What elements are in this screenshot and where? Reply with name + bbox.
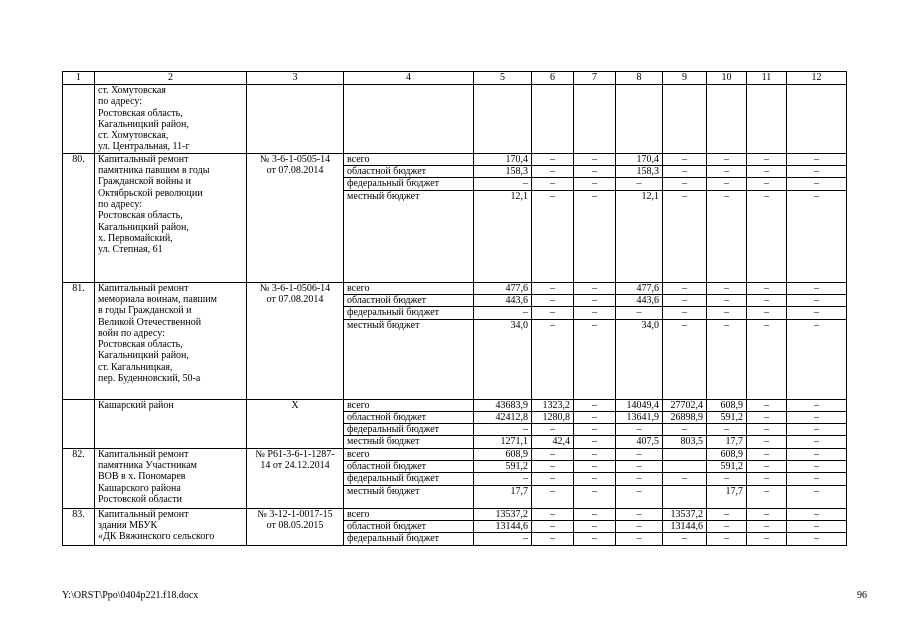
object-name: Капитальный ремонт памятника павшим в годы Гражданской войны и Октябрьской революции по адресу: Ростовская область, Кагальницкий район, х. Первомайский, ул. Степная, 61 (95, 153, 247, 282)
amount-cell: – (707, 508, 747, 520)
amount-cell: – (616, 508, 663, 520)
amount-cell: 43683,9 (474, 399, 532, 411)
amount-cell: – (574, 448, 616, 460)
funding-source-label: местный бюджет (344, 319, 474, 399)
amount-cell: – (747, 166, 787, 178)
amount-cell: – (574, 307, 616, 319)
amount-cell: – (574, 319, 616, 399)
funding-source-label: федеральный бюджет (344, 178, 474, 190)
amount-cell: – (787, 319, 847, 399)
amount-cell: – (707, 166, 747, 178)
amount-cell: – (663, 282, 707, 294)
object-name: Капитальный ремонт мемориала воинам, павшим в годы Гражданской и Великой Отечественной войн по адресу: Ростовская область, Кагальницкий район, ст. Кагальницкая, пер. Буденновский, 50-а (95, 282, 247, 399)
amount-cell: – (747, 508, 787, 520)
object-name: Капитальный ремонт памятника Участникам ВОВ в х. Пономарев Кашарского района Ростовской области (95, 448, 247, 508)
amount-cell: 170,4 (616, 153, 663, 165)
amount-cell (663, 448, 707, 460)
amount-cell: 591,2 (707, 461, 747, 473)
amount-cell: – (787, 485, 847, 508)
funding-source-label: областной бюджет (344, 166, 474, 178)
amount-cell: – (532, 520, 574, 532)
amount-cell: 26898,9 (663, 411, 707, 423)
funding-source-label: всего (344, 399, 474, 411)
amount-cell: – (747, 190, 787, 282)
funding-source-label: областной бюджет (344, 461, 474, 473)
amount-cell: – (532, 190, 574, 282)
amount-cell: – (574, 508, 616, 520)
amount-cell: 1323,2 (532, 399, 574, 411)
funding-source-label: всего (344, 153, 474, 165)
amount-cell: – (787, 399, 847, 411)
amount-cell: 591,2 (707, 411, 747, 423)
amount-cell: – (747, 520, 787, 532)
amount-cell: – (532, 485, 574, 508)
table-row (63, 448, 847, 460)
amount-cell: – (574, 424, 616, 436)
amount-cell: – (747, 399, 787, 411)
amount-cell: – (787, 411, 847, 423)
funding-source-label: местный бюджет (344, 485, 474, 508)
table-body (63, 72, 847, 546)
amount-cell: – (474, 424, 532, 436)
amount-cell: – (787, 520, 847, 532)
amount-cell: – (474, 178, 532, 190)
funding-source-label: федеральный бюджет (344, 424, 474, 436)
column-header: 8 (616, 72, 663, 85)
amount-cell: – (707, 520, 747, 532)
amount-cell: – (574, 473, 616, 485)
funding-source-label: местный бюджет (344, 436, 474, 448)
amount-cell: – (663, 307, 707, 319)
column-header: 4 (344, 72, 474, 85)
amount-cell: – (787, 282, 847, 294)
amount-cell: 13144,6 (663, 520, 707, 532)
amount-cell: – (663, 153, 707, 165)
amount-cell: – (532, 448, 574, 460)
amount-cell: 477,6 (474, 282, 532, 294)
column-header: 9 (663, 72, 707, 85)
amount-cell: – (616, 307, 663, 319)
amount-cell: 13537,2 (663, 508, 707, 520)
column-header: 12 (787, 72, 847, 85)
row-number: 83. (63, 508, 95, 545)
amount-cell: – (707, 424, 747, 436)
amount-cell: 608,9 (707, 399, 747, 411)
amount-cell: – (474, 533, 532, 545)
amount-cell: – (747, 319, 787, 399)
footer-file-path: Y:\ORST\Ppo\0404p221.f18.docx (62, 590, 199, 601)
amount-cell: – (616, 533, 663, 545)
amount-cell: – (663, 166, 707, 178)
amount-cell: – (663, 190, 707, 282)
funding-source-label: областной бюджет (344, 520, 474, 532)
amount-cell: – (616, 448, 663, 460)
amount-cell: – (574, 282, 616, 294)
amount-cell: – (707, 319, 747, 399)
amount-cell: 17,7 (707, 485, 747, 508)
amount-cell: – (532, 307, 574, 319)
funding-source-label: федеральный бюджет (344, 533, 474, 545)
amount-cell: – (574, 153, 616, 165)
amount-cell: 158,3 (474, 166, 532, 178)
funding-source-label: всего (344, 448, 474, 460)
amount-cell: 608,9 (707, 448, 747, 460)
amount-cell: 17,7 (707, 436, 747, 448)
amount-cell: 170,4 (474, 153, 532, 165)
amount-cell: 34,0 (616, 319, 663, 399)
amount-cell: 803,5 (663, 436, 707, 448)
document-number: № 3-6-1-0506-14 от 07.08.2014 (247, 282, 344, 399)
amount-cell: 1280,8 (532, 411, 574, 423)
amount-cell: – (787, 436, 847, 448)
page-number: 96 (857, 590, 867, 601)
amount-cell: – (747, 533, 787, 545)
amount-cell: – (574, 178, 616, 190)
amount-cell: – (474, 473, 532, 485)
amount-cell: 591,2 (474, 461, 532, 473)
amount-cell: – (574, 485, 616, 508)
amount-cell: 14049,4 (616, 399, 663, 411)
amount-cell: – (532, 461, 574, 473)
column-header: 5 (474, 72, 532, 85)
amount-cell: – (787, 473, 847, 485)
amount-cell: – (532, 153, 574, 165)
amount-cell: – (707, 178, 747, 190)
amount-cell: – (787, 533, 847, 545)
amount-cell: – (747, 153, 787, 165)
amount-cell: – (574, 533, 616, 545)
amount-cell (663, 485, 707, 508)
header-row (63, 72, 847, 85)
amount-cell: – (787, 178, 847, 190)
amount-cell: – (787, 508, 847, 520)
table-row (63, 153, 847, 165)
amount-cell: 42412,8 (474, 411, 532, 423)
object-name: Капитальный ремонт здания МБУК «ДК Вяжинского сельского (95, 508, 247, 545)
column-header: 6 (532, 72, 574, 85)
amount-cell: 407,5 (616, 436, 663, 448)
amount-cell: – (707, 533, 747, 545)
amount-cell: 13144,6 (474, 520, 532, 532)
table-row (63, 399, 847, 411)
continuation-row (63, 85, 847, 154)
document-number: № 3-12-1-0017-15 от 08.05.2015 (247, 508, 344, 545)
amount-cell: – (787, 294, 847, 306)
amount-cell: – (787, 424, 847, 436)
amount-cell: – (747, 294, 787, 306)
amount-cell: – (663, 178, 707, 190)
table-row (63, 282, 847, 294)
amount-cell: – (574, 294, 616, 306)
amount-cell: – (616, 178, 663, 190)
amount-cell: – (747, 461, 787, 473)
amount-cell: – (663, 533, 707, 545)
funding-source-label: местный бюджет (344, 190, 474, 282)
column-header: 2 (95, 72, 247, 85)
funding-source-label: всего (344, 508, 474, 520)
amount-cell: – (707, 294, 747, 306)
amount-cell: – (532, 282, 574, 294)
amount-cell: – (616, 485, 663, 508)
document-number: Х (247, 399, 344, 448)
row-number: 82. (63, 448, 95, 508)
funding-source-label: всего (344, 282, 474, 294)
amount-cell: – (532, 319, 574, 399)
budget-table (62, 71, 847, 546)
amount-cell: – (532, 533, 574, 545)
amount-cell: – (787, 190, 847, 282)
row-number: 81. (63, 282, 95, 399)
amount-cell: – (663, 424, 707, 436)
column-header: 3 (247, 72, 344, 85)
funding-source-label: областной бюджет (344, 411, 474, 423)
object-name: ст. Хомутовская по адресу: Ростовская область, Кагальницкий район, ст. Хомутовская, ул. Центральная, 11-г (95, 85, 247, 154)
amount-cell: – (707, 190, 747, 282)
amount-cell: 13537,2 (474, 508, 532, 520)
document-number: № 3-6-1-0505-14 от 07.08.2014 (247, 153, 344, 282)
column-header: 10 (707, 72, 747, 85)
column-header: 7 (574, 72, 616, 85)
amount-cell: – (787, 166, 847, 178)
amount-cell: – (616, 461, 663, 473)
amount-cell: – (787, 448, 847, 460)
amount-cell: 34,0 (474, 319, 532, 399)
row-number: 80. (63, 153, 95, 282)
amount-cell: 12,1 (616, 190, 663, 282)
amount-cell: 158,3 (616, 166, 663, 178)
amount-cell: – (574, 436, 616, 448)
amount-cell: – (747, 411, 787, 423)
amount-cell: – (532, 473, 574, 485)
funding-source-label: областной бюджет (344, 294, 474, 306)
amount-cell: – (532, 166, 574, 178)
amount-cell: – (747, 424, 787, 436)
amount-cell: – (747, 448, 787, 460)
amount-cell: – (707, 473, 747, 485)
amount-cell: – (616, 473, 663, 485)
row-number (63, 399, 95, 448)
amount-cell: – (574, 399, 616, 411)
amount-cell: – (574, 411, 616, 423)
amount-cell: – (574, 190, 616, 282)
amount-cell (663, 461, 707, 473)
amount-cell: 42,4 (532, 436, 574, 448)
object-name: Кашарский район (95, 399, 247, 448)
amount-cell: – (574, 461, 616, 473)
amount-cell: – (532, 178, 574, 190)
amount-cell: 1271,1 (474, 436, 532, 448)
table-row (63, 508, 847, 520)
amount-cell: – (474, 307, 532, 319)
amount-cell: – (747, 485, 787, 508)
amount-cell: – (532, 508, 574, 520)
amount-cell: – (747, 436, 787, 448)
column-header: 1 (63, 72, 95, 85)
amount-cell: – (663, 319, 707, 399)
amount-cell: – (707, 307, 747, 319)
amount-cell: – (787, 153, 847, 165)
amount-cell: – (707, 153, 747, 165)
amount-cell: 13641,9 (616, 411, 663, 423)
amount-cell: – (574, 520, 616, 532)
amount-cell: – (747, 178, 787, 190)
document-number: № Р61-3-6-1-1287- 14 от 24.12.2014 (247, 448, 344, 508)
amount-cell: – (787, 461, 847, 473)
amount-cell: 608,9 (474, 448, 532, 460)
amount-cell: 477,6 (616, 282, 663, 294)
amount-cell: – (787, 307, 847, 319)
amount-cell: – (663, 294, 707, 306)
amount-cell: – (747, 473, 787, 485)
amount-cell: 12,1 (474, 190, 532, 282)
amount-cell: – (663, 473, 707, 485)
amount-cell: – (616, 424, 663, 436)
amount-cell: – (707, 282, 747, 294)
amount-cell: 17,7 (474, 485, 532, 508)
column-header: 11 (747, 72, 787, 85)
amount-cell: – (747, 282, 787, 294)
amount-cell: – (532, 294, 574, 306)
amount-cell: – (747, 307, 787, 319)
amount-cell: – (616, 520, 663, 532)
amount-cell: – (574, 166, 616, 178)
amount-cell: – (532, 424, 574, 436)
amount-cell: 27702,4 (663, 399, 707, 411)
funding-source-label: федеральный бюджет (344, 473, 474, 485)
amount-cell: 443,6 (474, 294, 532, 306)
amount-cell: 443,6 (616, 294, 663, 306)
funding-source-label: федеральный бюджет (344, 307, 474, 319)
